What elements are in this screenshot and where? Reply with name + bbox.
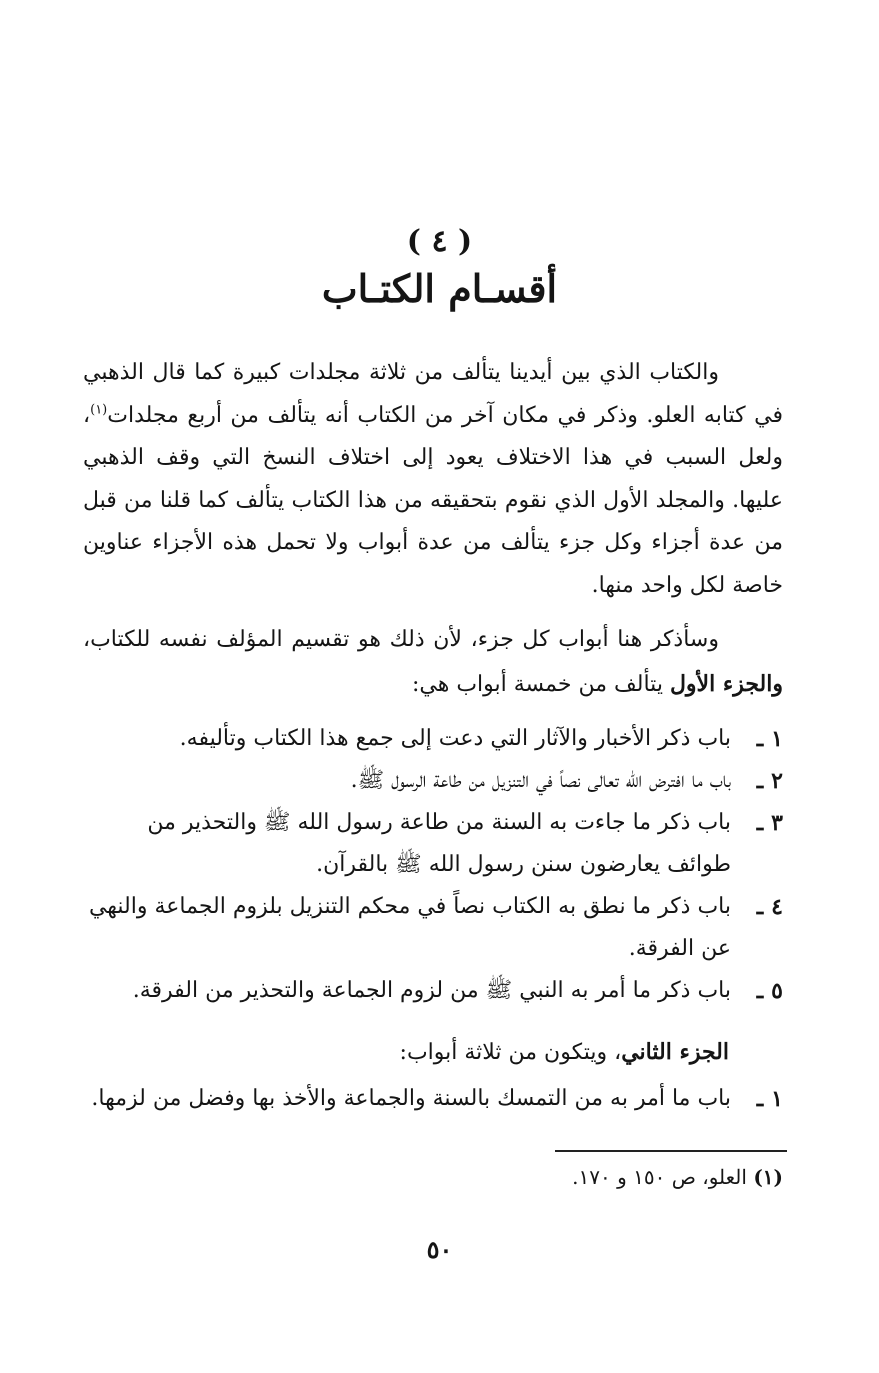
chapter-number: ٥ـ <box>756 978 783 1004</box>
chapter-text: باب ذكر ما جاءت به السنة من طاعة رسول الله ﷺ والتحذير من طوائف يعارضون سنن رسول الله ﷺ بالقرآن. <box>147 810 731 877</box>
part-two-heading-text: ، ويتكون من ثلاثة أبواب: <box>399 1040 622 1065</box>
chapter-number: ٢ـ <box>756 768 783 794</box>
chapter-text: باب ما افترض الله تعالى نصاً في التنزيل من طاعة الرسول ﷺ. <box>350 768 731 793</box>
parts-text-continued: يتألف من خمسة أبواب هي: <box>411 672 670 697</box>
section-number: ( ٤ ) <box>406 224 473 259</box>
list-item <box>83 970 783 1012</box>
part-one-chapter-list <box>83 718 783 1012</box>
footnote <box>572 1160 783 1194</box>
list-item <box>83 760 783 802</box>
chapter-number: ١ـ <box>756 1086 783 1112</box>
part-two-heading <box>400 1032 729 1073</box>
footnote-marker: (١) <box>753 1165 783 1189</box>
parts-text: وسأذكر هنا أبواب كل جزء، لأن ذلك هو تقسيم المؤلف نفسه للكتاب، <box>83 627 719 652</box>
list-item <box>83 1078 783 1120</box>
parts-paragraph <box>83 618 783 707</box>
intro-paragraph <box>83 352 783 607</box>
footnote-reference: (١) <box>90 402 108 418</box>
part-two-label: الجزء الثاني <box>621 1039 729 1065</box>
part-one-label: والجزء الأول <box>669 671 783 697</box>
chapter-number: ٤ـ <box>756 894 783 920</box>
chapter-number: ١ـ <box>756 726 783 752</box>
chapter-text: باب ما أمر به من التمسك بالسنة والجماعة والأخذ بها وفضل من لزمها. <box>91 1086 731 1111</box>
list-item <box>83 886 783 970</box>
intro-text: والكتاب الذي بين أيدينا يتألف من ثلاثة مجلدات كبيرة كما قال الذهبي في كتابه العلو. وذكر في مكان آخر من الكتاب أنه يتألف من أربع مجلدات <box>83 360 783 428</box>
section-title: أقسـام الكتـاب <box>321 266 558 311</box>
intro-text-continued: ، ولعل السبب في هذا الاختلاف يعود إلى اختلاف النسخ التي وقف الذهبي عليها. والمجلد الأول الذي نقوم بتحقيقه من هذا الكتاب يتألف كما قلنا من قبل من عدة أجزاء وكل جزء يتألف من عدة أبواب ولا تحمل هذه الأجزاء عناوين خاصة لكل واحد منها. <box>83 402 783 598</box>
part-two-chapter-list <box>83 1078 783 1120</box>
list-item <box>83 802 783 886</box>
list-item <box>83 718 783 760</box>
chapter-text: باب ذكر ما نطق به الكتاب نصاً في محكم التنزيل بلزوم الجماعة والنهي عن الفرقة. <box>88 894 731 961</box>
chapter-text: باب ذكر الأخبار والآثار التي دعت إلى جمع هذا الكتاب وتأليفه. <box>179 726 731 751</box>
chapter-text: باب ذكر ما أمر به النبي ﷺ من لزوم الجماعة والتحذير من الفرقة. <box>132 978 731 1003</box>
chapter-number: ٣ـ <box>756 810 783 836</box>
footnote-divider <box>555 1150 787 1152</box>
page-number: ٥٠ <box>426 1235 453 1264</box>
footnote-text: العلو، ص ١٥٠ و ١٧٠. <box>572 1165 754 1189</box>
